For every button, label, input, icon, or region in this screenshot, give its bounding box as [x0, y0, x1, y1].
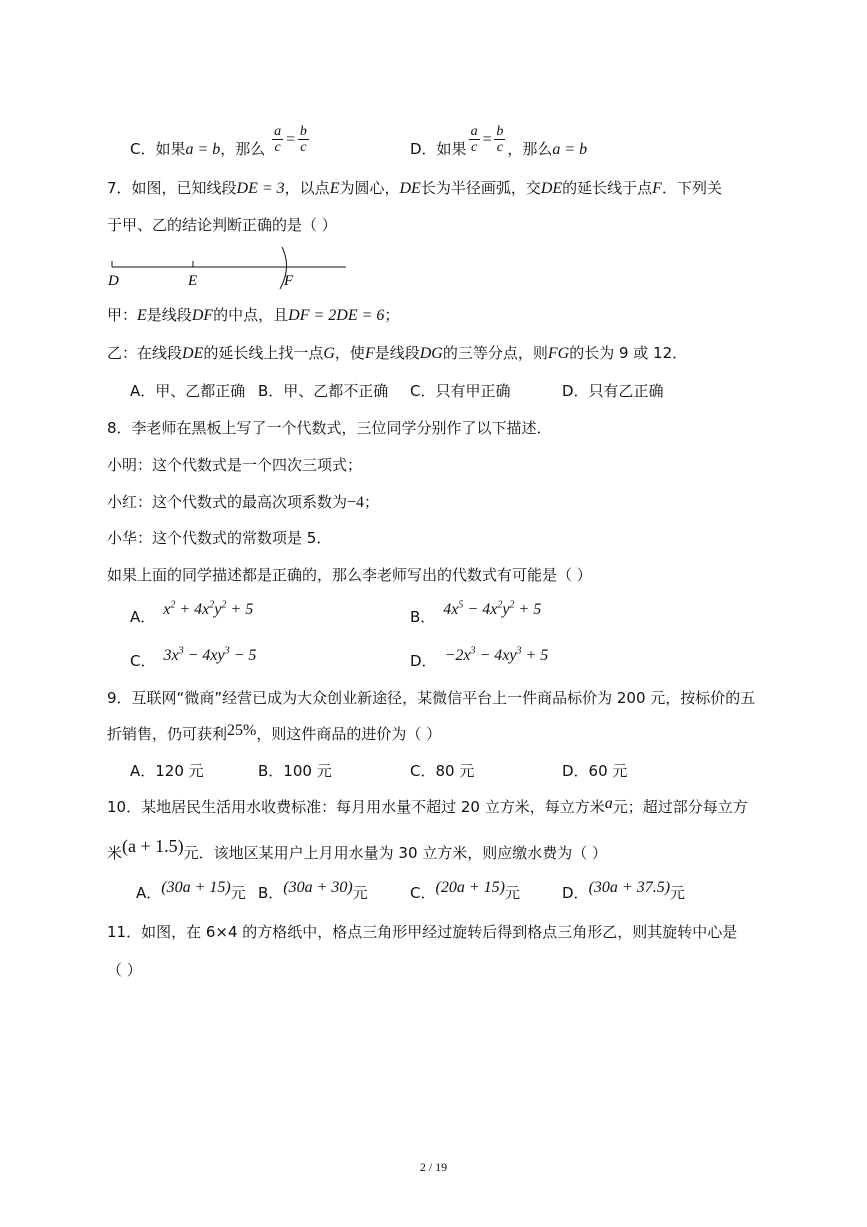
q8-option-d: D． $-2x^3 - 4xy^3 + 5$: [410, 645, 549, 670]
q9-option-a: A．120 元: [130, 762, 204, 780]
q11-stem-line2: （ ）: [107, 961, 142, 979]
q10-option-d: D．(30a + 37.5)元: [562, 879, 686, 902]
page-number: 2 / 19: [419, 1160, 448, 1174]
q9-stem-line1: 9．互联网“微商”经营已成为大众创业新途径，某微信平台上一件商品标价为 200 元，按标价的五: [107, 689, 756, 707]
q10-stem-line1: 10．某地居民生活用水收费标准：每月用水量不超过 20 立方米，每立方米a元；超过部分每立方: [107, 795, 748, 816]
q10-option-c: C．(20a + 15)元: [410, 879, 520, 902]
label-e: E: [188, 273, 198, 289]
fraction-b-over-c: $\frac{b}{c}$: [496, 124, 504, 155]
q7-stem-line1: 7．如图，已知线段DE = 3，以点E为圆心，DE长为半径画弧，交DE的延长线于点F．下列关: [107, 179, 722, 197]
q10-option-a: A．(30a + 15)元: [136, 879, 246, 902]
q7-stem-line2: 于甲、乙的结论判断正确的是（ ）: [107, 216, 337, 234]
q8-question: 如果上面的同学描述都是正确的，那么李老师写出的代数式有可能是（ ）: [107, 566, 592, 584]
q8-option-c: C． $3x^3 - 4xy^3 - 5$: [130, 645, 257, 670]
q10-stem-line2: 米(a + 1.5)元．该地区某用户上月用水量为 30 立方米，则应缴水费为（ ）: [107, 836, 608, 862]
q9-option-c: C．80 元: [410, 762, 475, 780]
q7-option-c: C．只有甲正确: [410, 382, 511, 400]
fraction-b-over-c: $\frac{b}{c}$: [299, 124, 307, 155]
q7-option-a: A．甲、乙都正确: [130, 382, 246, 400]
q6-option-c: C．如果a = b，那么 $\frac{a}{c}$ = $\frac{b}{c}$: [130, 124, 307, 158]
q9-stem-line2: 折销售，仍可获利25%，则这件商品的进价为（ ）: [107, 722, 442, 743]
q8-option-a: A． $x^2 + 4x^2y^2 + 5$: [130, 599, 254, 626]
q7-statement-yi: 乙：在线段DE的延长线上找一点G，使F是线段DG的三等分点，则FG的长为 9 或 12．: [107, 344, 688, 362]
q8-option-b: B． $4x^5 - 4x^2y^2 + 5$: [410, 599, 542, 626]
q7-option-b: B．甲、乙都不正确: [258, 382, 389, 400]
q8-xiaoming: 小明：这个代数式是一个四次三项式；: [107, 456, 363, 474]
q6-option-d: D．如果 $\frac{a}{c}$ = $\frac{b}{c}$ ，那么a = b: [410, 124, 588, 158]
fraction-a-over-c: $\frac{a}{c}$: [274, 124, 282, 155]
q7-option-d: D．只有乙正确: [562, 382, 664, 400]
q8-xiaohong: 小红：这个代数式的最高次项系数为−4；: [107, 493, 380, 511]
q9-option-b: B．100 元: [258, 762, 332, 780]
q7-segment-figure: [100, 245, 360, 290]
label-d: D: [108, 273, 119, 289]
q10-option-b: B．(30a + 30)元: [258, 879, 368, 902]
q8-stem: 8．李老师在黑板上写了一个代数式，三位同学分别作了以下描述．: [107, 419, 552, 437]
q8-xiaohua: 小华：这个代数式的常数项是 5．: [107, 529, 332, 547]
q11-stem-line1: 11．如图，在 6×4 的方格纸中，格点三角形甲经过旋转后得到格点三角形乙，则其旋转中心是: [107, 923, 738, 941]
fraction-a-over-c: $\frac{a}{c}$: [470, 124, 478, 155]
q9-option-d: D．60 元: [562, 762, 628, 780]
label-f: F: [284, 273, 294, 289]
q7-statement-jia: 甲：E是线段DF的中点，且DF = 2DE = 6；: [107, 306, 400, 324]
